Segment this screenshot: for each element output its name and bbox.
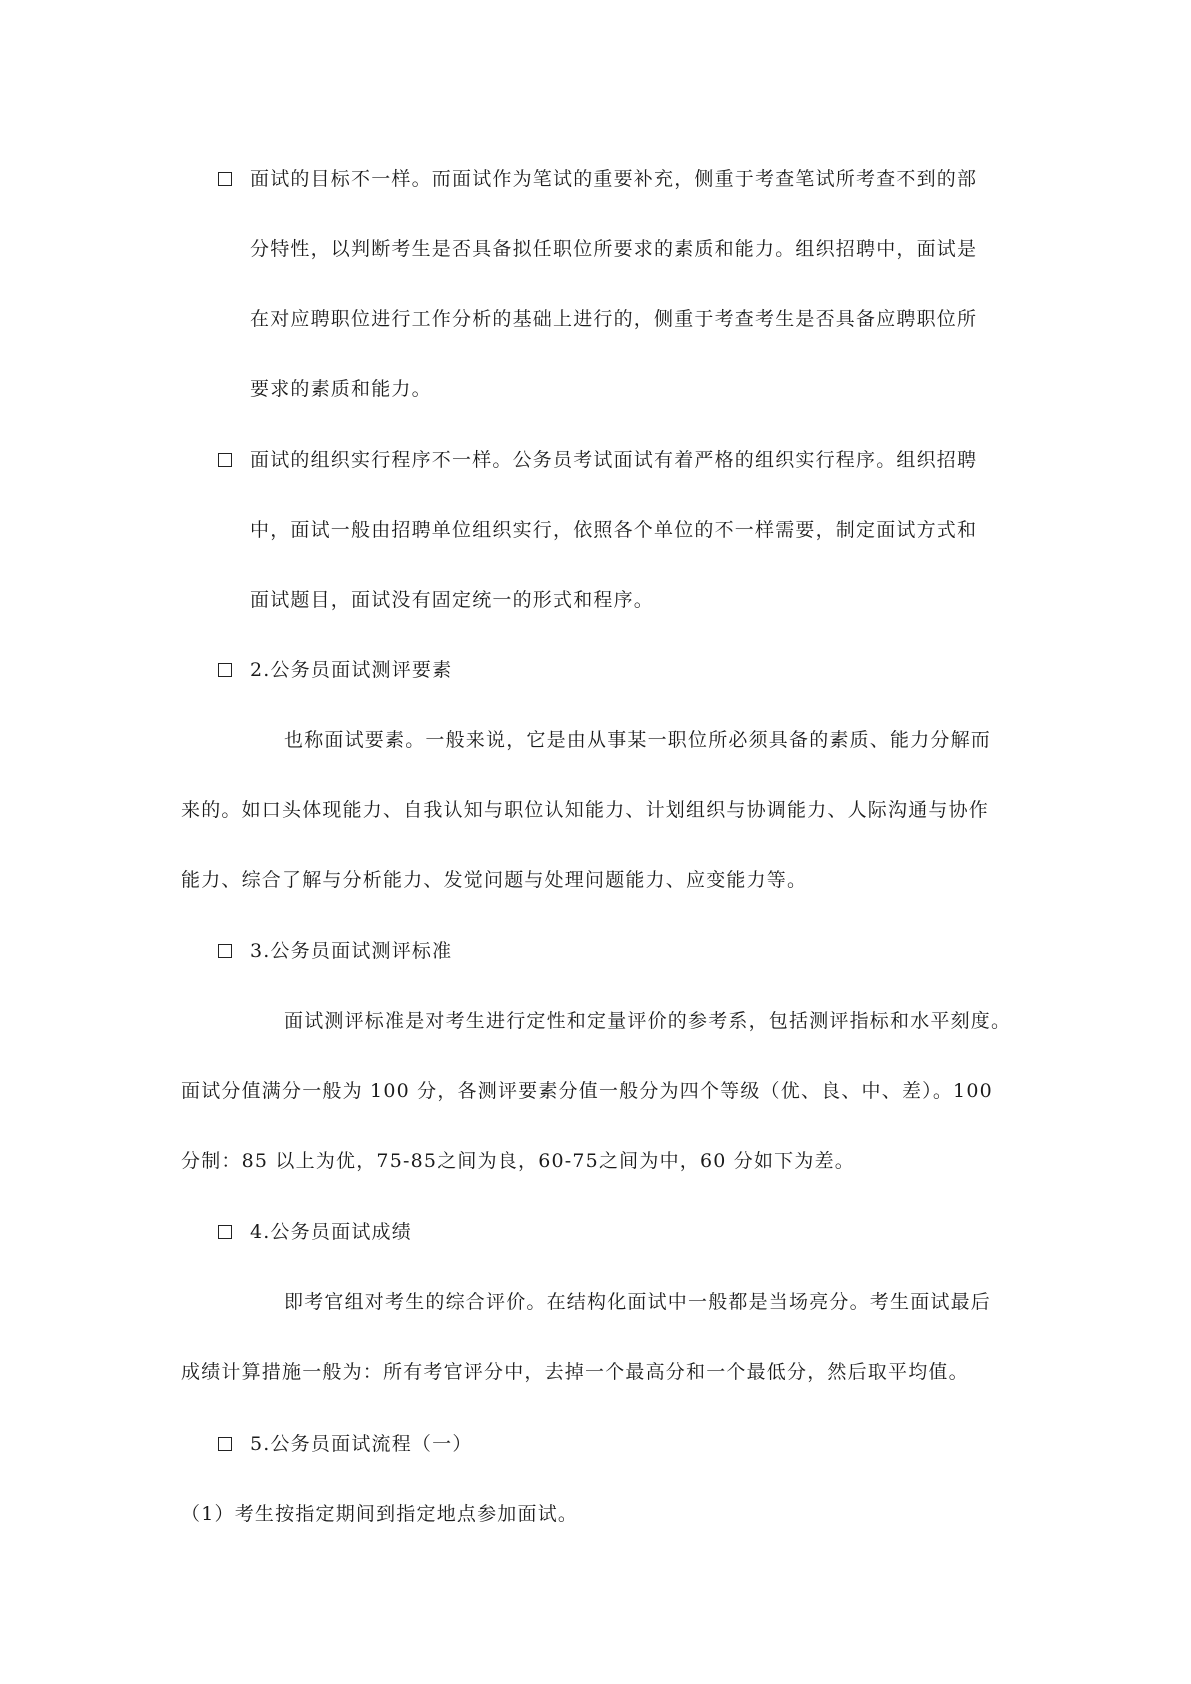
item-2-line-2: 中，面试一般由招聘单位组织实行，依照各个单位的不一样需要，制定面试方式和 <box>250 519 978 541</box>
section-paragraph-line: 能力、综合了解与分析能力、发觉问题与处理问题能力、应变能力等。 <box>181 869 808 891</box>
item-2-line-1: 面试的组织实行程序不一样。公务员考试面试有着严格的组织实行程序。组织招聘 <box>250 449 978 471</box>
section-heading: 5.公务员面试流程（一） <box>250 1433 473 1455</box>
item-2-line-3: 面试题目，面试没有固定统一的形式和程序。 <box>250 589 655 611</box>
checkbox-icon <box>218 1225 232 1239</box>
section-paragraph-line: 即考官组对考生的综合评价。在结构化面试中一般都是当场亮分。考生面试最后 <box>284 1291 992 1313</box>
section-paragraph-line: 分制：85 以上为优，75-85之间为良，60-75之间为中，60 分如下为差。 <box>181 1150 855 1172</box>
section-paragraph-line: 成绩计算措施一般为：所有考官评分中，去掉一个最高分和一个最低分，然后取平均值。 <box>181 1361 969 1383</box>
section-paragraph-line: 面试分值满分一般为 100 分，各测评要素分值一般分为四个等级（优、良、中、差）。100 <box>181 1080 993 1102</box>
checkbox-icon <box>218 944 232 958</box>
checkbox-icon <box>218 663 232 677</box>
item-1-line-3: 在对应聘职位进行工作分析的基础上进行的，侧重于考查考生是否具备应聘职位所 <box>250 308 978 330</box>
section-heading: 2.公务员面试测评要素 <box>250 659 453 681</box>
section-heading: 4.公务员面试成绩 <box>250 1221 412 1243</box>
item-1-line-1: 面试的目标不一样。而面试作为笔试的重要补充，侧重于考查笔试所考查不到的部 <box>250 168 978 190</box>
checkbox-icon <box>218 1437 232 1451</box>
step-line: （1）考生按指定期间到指定地点参加面试。 <box>181 1503 579 1525</box>
checkbox-icon <box>218 172 232 186</box>
section-heading: 3.公务员面试测评标准 <box>250 940 453 962</box>
item-1-line-4: 要求的素质和能力。 <box>250 378 432 400</box>
section-paragraph-line: 面试测评标准是对考生进行定性和定量评价的参考系，包括测评指标和水平刻度。 <box>284 1010 1012 1032</box>
checkbox-icon <box>218 453 232 467</box>
item-1-line-2: 分特性，以判断考生是否具备拟任职位所要求的素质和能力。组织招聘中，面试是 <box>250 238 978 260</box>
section-paragraph-line: 来的。如口头体现能力、自我认知与职位认知能力、计划组织与协调能力、人际沟通与协作 <box>181 799 990 821</box>
section-paragraph-line: 也称面试要素。一般来说，它是由从事某一职位所必须具备的素质、能力分解而 <box>284 729 992 751</box>
